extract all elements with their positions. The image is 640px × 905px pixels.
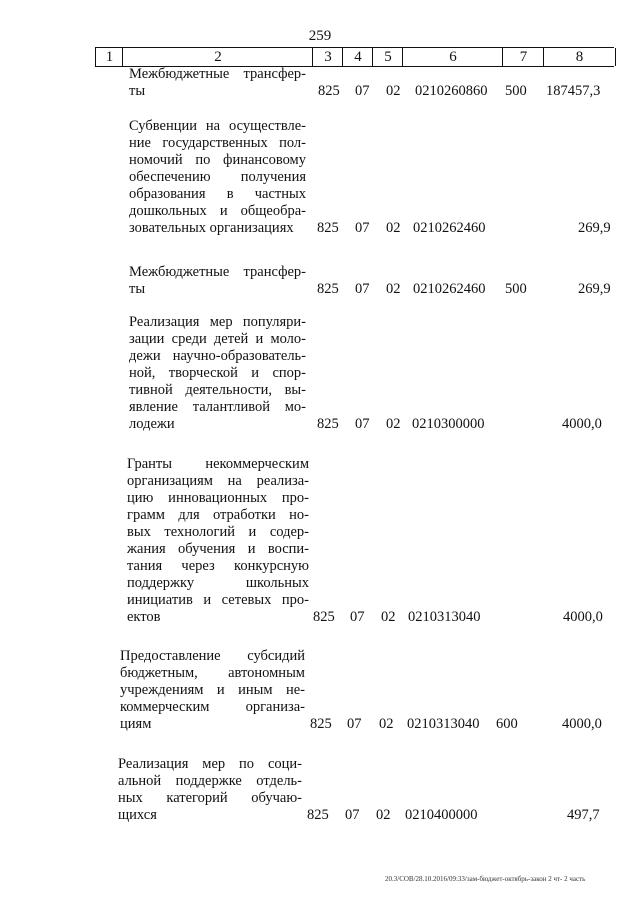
cell-c8: 4000,0	[562, 716, 602, 732]
row-description	[127, 456, 309, 626]
cell-c3: 825	[317, 416, 339, 432]
description-line: номочий по финансовому	[129, 152, 306, 168]
description-line: организациям на реализа-	[127, 473, 309, 489]
row-description	[129, 264, 306, 298]
description-line: жания обучения и воспи-	[127, 541, 309, 557]
cell-c3: 825	[310, 716, 332, 732]
row-description	[129, 118, 306, 237]
description-line: инициатив и сетевых про-	[127, 592, 309, 608]
header-col-4: 4	[342, 48, 373, 66]
description-line: зовательных организациях	[129, 220, 294, 236]
description-line: тания через конкурсную	[127, 558, 309, 574]
header-col-6: 6	[402, 48, 503, 66]
description-line: ты	[129, 281, 146, 297]
cell-c4: 07	[355, 83, 370, 99]
cell-c3: 825	[313, 609, 335, 625]
description-line: цию инновационных про-	[127, 490, 309, 506]
cell-c5: 02	[386, 220, 401, 236]
description-line: вых технологий и содер-	[127, 524, 309, 540]
description-line: Субвенции на осуществле-	[129, 118, 306, 134]
cell-c3: 825	[317, 220, 339, 236]
cell-c8: 4000,0	[563, 609, 603, 625]
description-line: альной поддержке отдель-	[118, 773, 302, 789]
header-col-8: 8	[543, 48, 616, 66]
cell-c8: 269,9	[578, 281, 611, 297]
description-line: ных категорий обучаю-	[118, 790, 302, 806]
cell-c6: 0210313040	[407, 716, 480, 732]
cell-c8: 497,7	[567, 807, 600, 823]
description-line: тивной деятельности, вы-	[129, 382, 306, 398]
description-line: грамм для отработки но-	[127, 507, 309, 523]
description-line: дошкольных и общеобра-	[129, 203, 306, 219]
description-line: обеспечению получения	[129, 169, 306, 185]
cell-c7: 500	[505, 281, 527, 297]
description-line: учреждениям и иным не-	[120, 682, 305, 698]
table-header	[95, 47, 614, 67]
row-description	[129, 314, 306, 433]
cell-c3: 825	[317, 281, 339, 297]
cell-c4: 07	[355, 220, 370, 236]
description-line: щихся	[118, 807, 157, 823]
cell-c5: 02	[386, 281, 401, 297]
cell-c5: 02	[386, 83, 401, 99]
description-line: образования в частных	[129, 186, 306, 202]
cell-c6: 0210262460	[413, 281, 486, 297]
description-line: бюджетным, автономным	[120, 665, 305, 681]
footer-note: 20.3/СОВ/28.10.2016/09:33/зам-бюджет-октябрь-закон 2 чт- 2 часть	[385, 875, 586, 883]
cell-c5: 02	[379, 716, 394, 732]
cell-c8: 187457,3	[546, 83, 601, 99]
description-line: Гранты некоммерческим	[127, 456, 309, 472]
description-line: ной, творческой и спор-	[129, 365, 306, 381]
header-col-3: 3	[312, 48, 343, 66]
header-col-2: 2	[122, 48, 313, 66]
cell-c3: 825	[307, 807, 329, 823]
description-line: Межбюджетные трансфер-	[129, 264, 306, 280]
cell-c6: 0210300000	[412, 416, 485, 432]
row-description	[120, 648, 305, 733]
cell-c5: 02	[386, 416, 401, 432]
description-line: дежи научно-образователь-	[129, 348, 306, 364]
description-line: зации среди детей и моло-	[129, 331, 306, 347]
cell-c4: 07	[345, 807, 360, 823]
cell-c4: 07	[350, 609, 365, 625]
description-line: ты	[129, 83, 146, 99]
description-line: Реализация мер популяри-	[129, 314, 306, 330]
cell-c3: 825	[318, 83, 340, 99]
description-line: Межбюджетные трансфер-	[129, 66, 306, 82]
cell-c4: 07	[347, 716, 362, 732]
cell-c6: 0210260860	[415, 83, 488, 99]
row-description	[118, 756, 302, 824]
cell-c5: 02	[376, 807, 391, 823]
cell-c6: 0210262460	[413, 220, 486, 236]
cell-c4: 07	[355, 281, 370, 297]
description-line: Предоставление субсидий	[120, 648, 305, 664]
page-number: 259	[308, 28, 332, 44]
description-line: циям	[120, 716, 152, 732]
description-line: поддержку школьных	[127, 575, 309, 591]
description-line: Реализация мер по соци-	[118, 756, 302, 772]
cell-c5: 02	[381, 609, 396, 625]
cell-c7: 500	[505, 83, 527, 99]
cell-c6: 0210400000	[405, 807, 478, 823]
description-line: явление талантливой мо-	[129, 399, 306, 415]
description-line: ектов	[127, 609, 161, 625]
cell-c7: 600	[496, 716, 518, 732]
description-line: ние государственных пол-	[129, 135, 306, 151]
description-line: коммерческим организа-	[120, 699, 305, 715]
row-description	[129, 66, 306, 100]
header-col-1: 1	[95, 48, 123, 66]
header-col-5: 5	[372, 48, 403, 66]
description-line: лодежи	[129, 416, 175, 432]
cell-c8: 269,9	[578, 220, 611, 236]
header-col-7: 7	[502, 48, 544, 66]
cell-c4: 07	[355, 416, 370, 432]
cell-c6: 0210313040	[408, 609, 481, 625]
cell-c8: 4000,0	[562, 416, 602, 432]
